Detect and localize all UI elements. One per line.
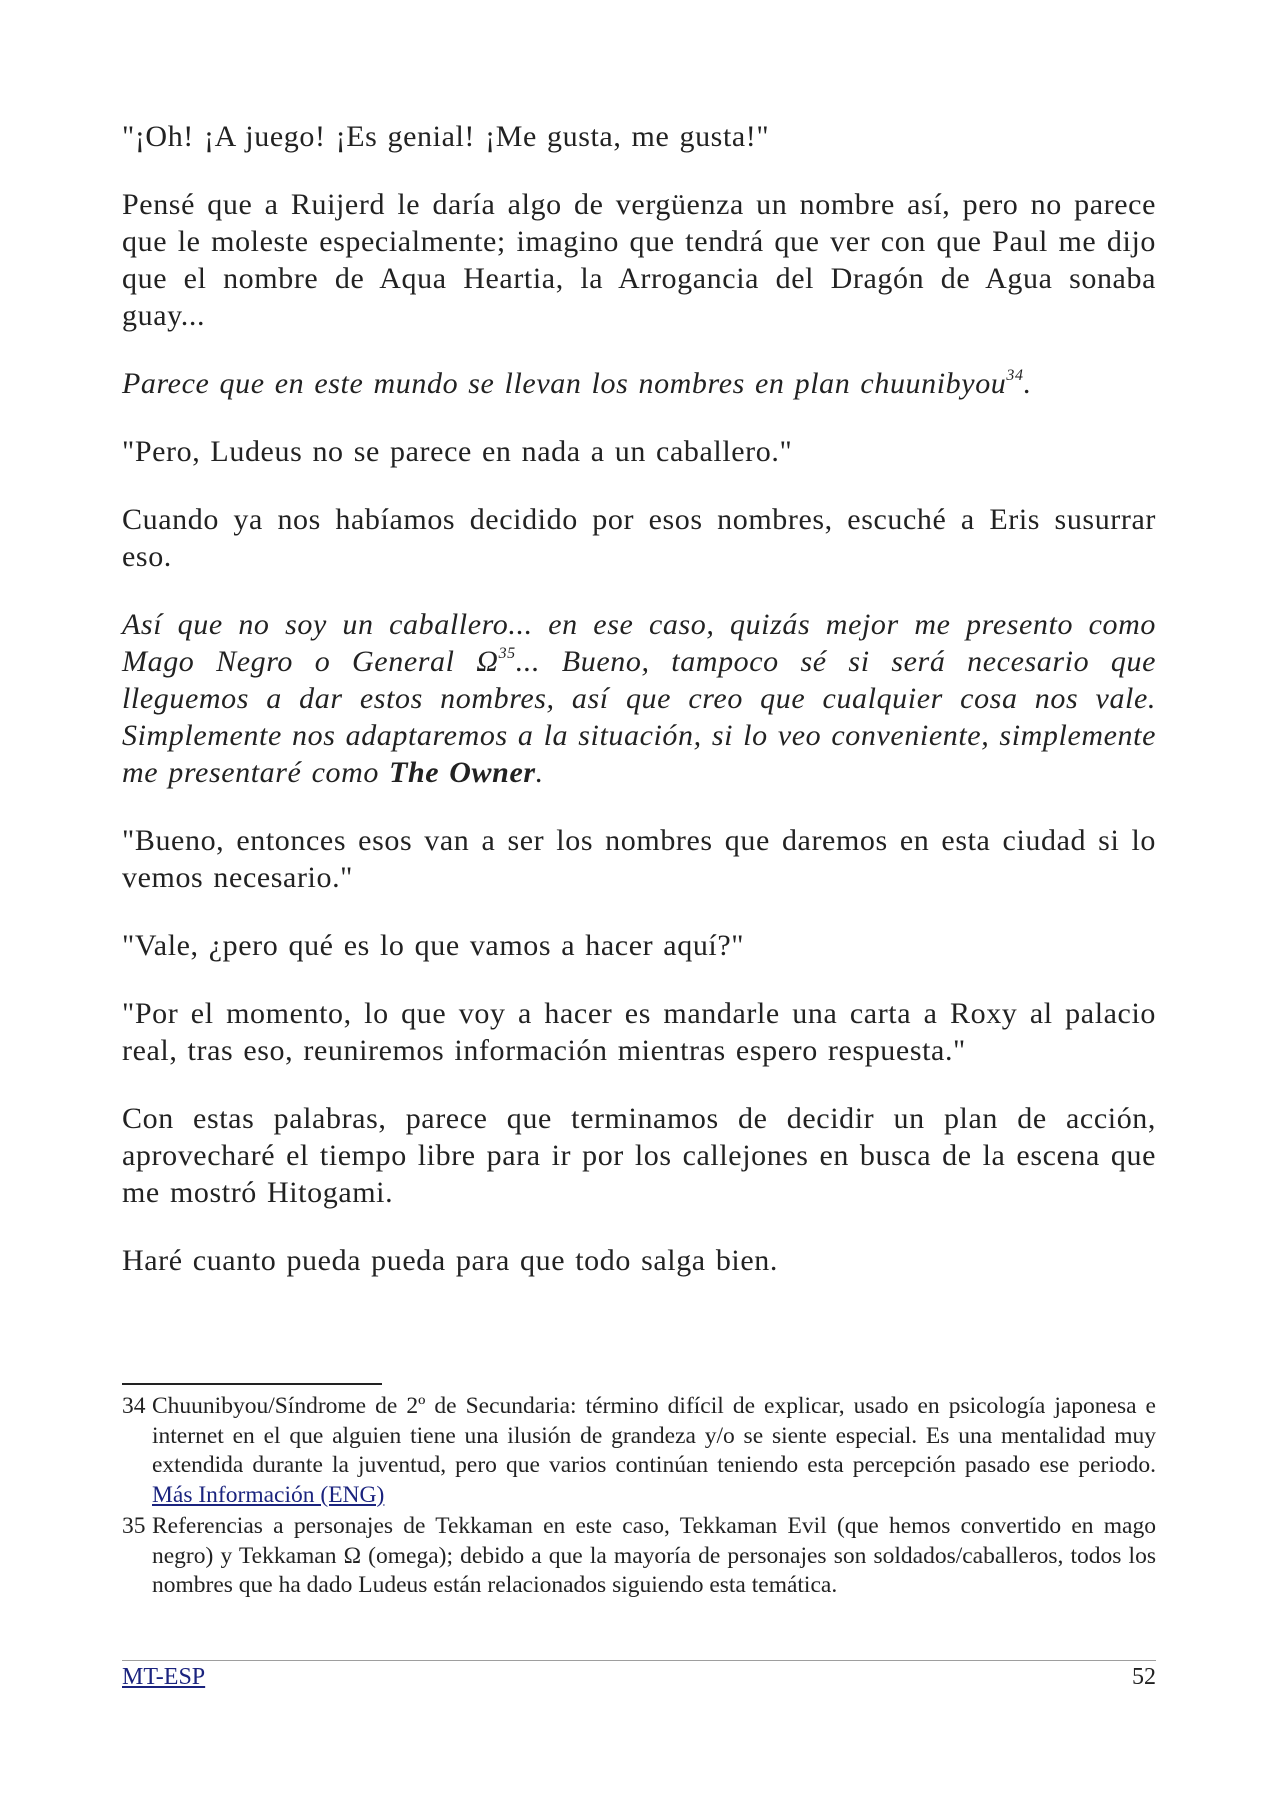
footnote-ref-35[interactable]: 35 xyxy=(498,645,516,662)
paragraph-6 xyxy=(122,606,1156,791)
footer-site-link[interactable]: MT-ESP xyxy=(122,1664,206,1690)
footnote-35-text: Referencias a personajes de Tekkaman en este caso, Tekkaman Evil (que hemos convertido en mago negro) y Tekkaman Ω (omega); debido a que la mayoría de personajes son soldados/caballeros, todos los nombres que ha dado Ludeus están relacionados siguiendo esta temática. xyxy=(152,1513,1156,1598)
footnote-ref-34[interactable]: 34 xyxy=(1006,367,1024,384)
more-info-link[interactable]: Más Información (ENG) xyxy=(152,1481,385,1508)
footnotes xyxy=(122,1392,1156,1603)
paragraph-6-part-b: ... Bueno, tampoco sé si será necesario que lleguemos a dar estos nombres, así que creo que cualquier cosa nos vale. Simplemente nos adaptaremos a la situación, si lo veo conveniente, simplemente me presentaré como xyxy=(122,645,1157,789)
page-body xyxy=(122,118,1156,1279)
paragraph-2: Pensé que a Ruijerd le daría algo de vergüenza un nombre así, pero no parece que le moleste especialmente; imagino que tendrá que ver con que Paul me dijo que el nombre de Aqua Heartia, la Arrogancia del Dragón de Agua sonaba guay... xyxy=(122,188,1156,332)
footnote-35 xyxy=(122,1512,1156,1601)
paragraph-6-end: . xyxy=(535,756,544,789)
paragraph-8: "Vale, ¿pero qué es lo que vamos a hacer aquí?" xyxy=(122,929,745,962)
paragraph-3-text: Parece que en este mundo se llevan los nombres en plan chuunibyou xyxy=(122,367,1007,400)
footnote-separator xyxy=(122,1383,382,1385)
page-footer xyxy=(122,1661,1156,1693)
footnote-34 xyxy=(122,1392,1156,1510)
paragraph-10: Con estas palabras, parece que terminamos de decidir un plan de acción, aprovecharé el tiempo libre para ir por los callejones en busca de la escena que me mostró Hitogami. xyxy=(122,1102,1156,1209)
the-owner-bold: The Owner xyxy=(389,756,536,789)
paragraph-11: Haré cuanto pueda pueda para que todo salga bien. xyxy=(122,1244,778,1277)
paragraph-5: Cuando ya nos habíamos decidido por esos nombres, escuché a Eris susurrar eso. xyxy=(122,503,1156,573)
paragraph-9: "Por el momento, lo que voy a hacer es mandarle una carta a Roxy al palacio real, tras eso, reuniremos información mientras espero respuesta." xyxy=(122,997,1156,1067)
paragraph-4: "Pero, Ludeus no se parece en nada a un caballero." xyxy=(122,435,793,468)
paragraph-1: "¡Oh! ¡A juego! ¡Es genial! ¡Me gusta, me gusta!" xyxy=(122,120,770,153)
paragraph-6-part-a: Así que no soy un caballero... en ese caso, quizás mejor me presento como Mago Negro o General Ω xyxy=(122,608,1156,678)
footnote-34-text: Chuunibyou/Síndrome de 2º de Secundaria: término difícil de explicar, usado en psicología japonesa e internet en el que alguien tiene una ilusión de grandeza y/o se siente especial. Es una mentalidad muy extendida durante la juventud, pero que varios continúan teniendo esta percepción pasado ese periodo. xyxy=(152,1393,1156,1478)
footnote-34-number: 34 xyxy=(122,1393,146,1419)
page-number: 52 xyxy=(1132,1664,1156,1690)
paragraph-3 xyxy=(122,365,1156,402)
paragraph-3-end: . xyxy=(1023,367,1032,400)
footnote-35-number: 35 xyxy=(122,1513,146,1539)
paragraph-7: "Bueno, entonces esos van a ser los nombres que daremos en esta ciudad si lo vemos necesario." xyxy=(122,824,1156,894)
